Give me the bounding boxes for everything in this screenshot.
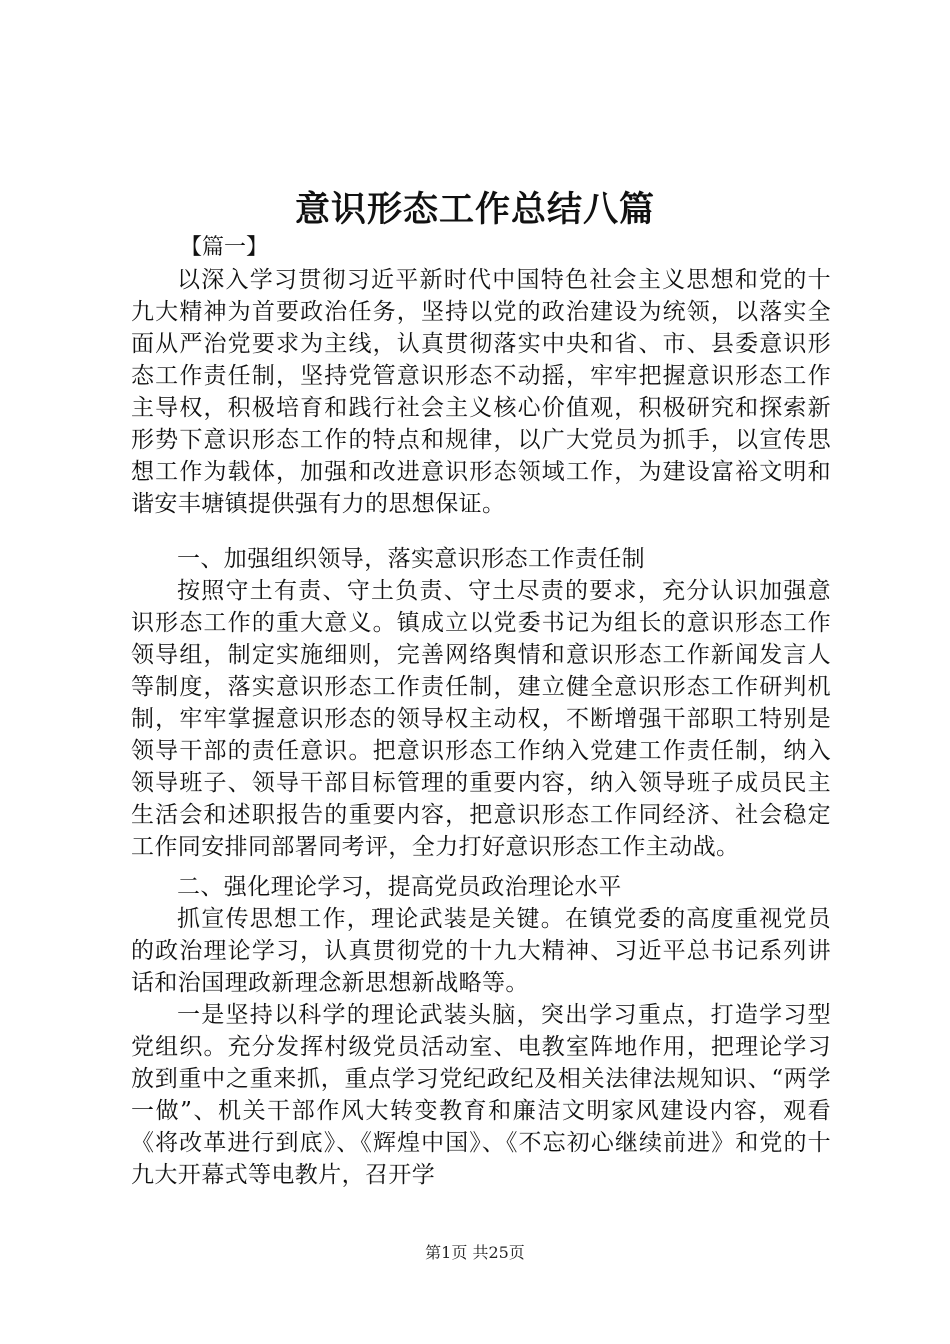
paragraph-intro: 以深入学习贯彻习近平新时代中国特色社会主义思想和党的十九大精神为首要政治任务，坚持以党的政治建设为统领，以落实全面从严治党要求为主线，认真贯彻落实中央和省、市、县委意识形态工作责任制，坚持党管意识形态不动摇，牢牢把握意识形态工作主导权，积极培育和践行社会主义核心价值观，积极研究和探索新形势下意识形态工作的特点和规律，以广大党员为抓手，以宣传思想工作为载体，加强和改进意识形态领域工作，为建设富裕文明和谐安丰塘镇提供强有力的思想保证。: [131, 267, 831, 517]
page-footer: 第1页 共25页: [425, 1243, 525, 1262]
paragraph-study: 一是坚持以科学的理论武装头脑，突出学习重点，打造学习型党组织。充分发挥村级党员活动室、电教室阵地作用，把理论学习放到重中之重来抓，重点学习党纪政纪及相关法律法规知识、“两学一做”、机关干部作风大转变教育和廉洁文明家风建设内容，观看《将改革进行到底》、《辉煌中国》、《不忘初心继续前进》和党的十九大开幕式等电教片，召开学: [131, 1002, 831, 1188]
section-heading-2: 二、强化理论学习，提高党员政治理论水平: [177, 874, 622, 900]
paragraph-organization: 按照守土有责、守土负责、守土尽责的要求，充分认识加强意识形态工作的重大意义。镇成立以党委书记为组长的意识形态工作领导组，制定实施细则，完善网络舆情和意识形态工作新闻发言人等制度，落实意识形态工作责任制，建立健全意识形态工作研判机制，牢牢掌握意识形态的领导权主动权，不断增强干部职工特别是领导干部的责任意识。把意识形态工作纳入党建工作责任制，纳入领导班子、领导干部目标管理的重要内容，纳入领导班子成员民主生活会和述职报告的重要内容，把意识形态工作同经济、社会稳定工作同安排同部署同考评，全力打好意识形态工作主动战。: [131, 578, 831, 860]
document-title: 意识形态工作总结八篇: [294, 189, 655, 230]
section-label: 【篇一】: [180, 235, 269, 260]
paragraph-theory: 抓宣传思想工作，理论武装是关键。在镇党委的高度重视党员的政治理论学习，认真贯彻党的十九大精神、习近平总书记系列讲话和治国理政新理念新思想新战略等。: [131, 906, 831, 996]
section-heading-1: 一、加强组织领导，落实意识形态工作责任制: [177, 546, 645, 572]
